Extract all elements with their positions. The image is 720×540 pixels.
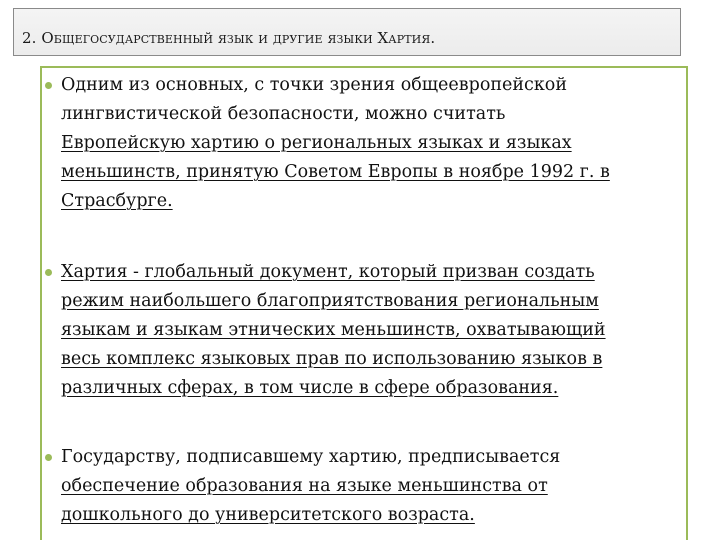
text-line: дошкольного до университетского возраста.: [61, 505, 475, 525]
text-line: Государству, подписавшему хартию, предписывается: [61, 447, 561, 467]
text-line: режим наибольшего благоприятствования региональным: [61, 291, 599, 311]
slide-title: 2. Общегосударственный язык и другие языки Хартия.: [22, 29, 436, 47]
text-line: весь комплекс языковых прав по использованию языков в: [61, 349, 603, 369]
text-line: Хартия - глобальный документ, который призван создать: [61, 262, 595, 282]
bullet-dot-icon: [45, 269, 52, 276]
text-line: лингвистической безопасности, можно считать: [61, 104, 506, 124]
text-line: Одним из основных, с точки зрения общеевропейской: [61, 75, 567, 95]
text-line: Европейскую хартию о региональных языках и языках: [61, 133, 572, 153]
text-line: Страсбурге.: [61, 191, 173, 211]
text-line: различных сферах, в том числе в сфере образования.: [61, 378, 559, 398]
text-line: меньшинств, принятую Советом Европы в ноябре 1992 г. в: [61, 162, 610, 182]
bullet-dot-icon: [45, 82, 52, 89]
text-line: языкам и языкам этнических меньшинств, охватывающий: [61, 320, 606, 340]
title-bar: [13, 8, 681, 56]
bullet-dot-icon: [45, 454, 52, 461]
text-line: обеспечение образования на языке меньшинства от: [61, 476, 548, 496]
